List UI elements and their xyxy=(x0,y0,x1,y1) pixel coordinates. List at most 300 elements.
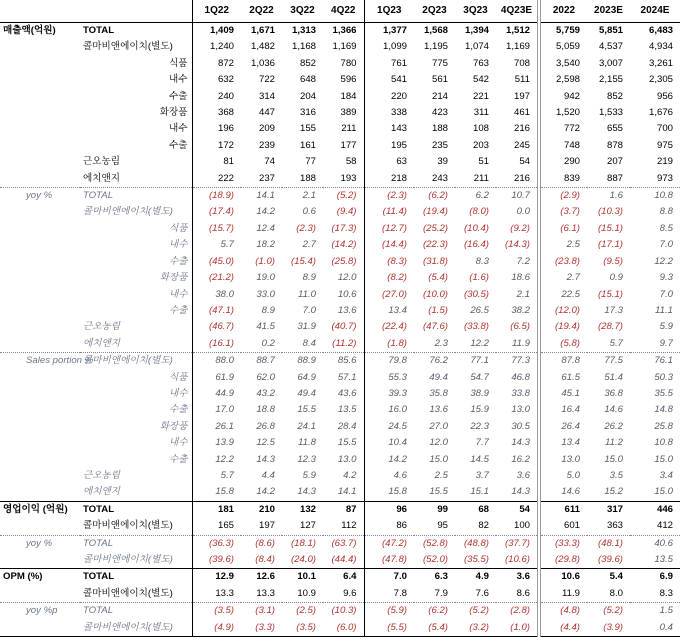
value-cell: (3.5) xyxy=(192,603,241,620)
section-label xyxy=(0,303,80,319)
value-cell: 12.2 xyxy=(192,452,241,468)
value-cell: 5,759 xyxy=(539,23,587,40)
value-cell: 19.0 xyxy=(256,272,275,284)
table-row xyxy=(0,552,680,569)
column-header: 4Q23E xyxy=(496,0,539,23)
value-cell: 1.5 xyxy=(630,603,680,620)
value-cell: (63.7) xyxy=(323,535,364,552)
value-cell: 39.3 xyxy=(364,386,414,402)
value-cell: (3.1) xyxy=(241,603,282,620)
value-cell: 8.3 xyxy=(659,587,673,599)
value-cell: (19.4) xyxy=(539,319,587,335)
value-cell: 2.7 xyxy=(539,270,587,286)
value-cell: 13.6 xyxy=(337,304,357,316)
value-cell: (52.0) xyxy=(422,554,448,565)
value-cell: 0.2 xyxy=(261,337,275,349)
value-cell: 3,540 xyxy=(539,56,587,72)
value-cell: (22.4) xyxy=(364,319,414,335)
value-cell: 775 xyxy=(431,57,448,69)
value-cell: (48.8) xyxy=(455,535,496,552)
value-cell: 155 xyxy=(299,123,316,135)
value-cell: (15.1) xyxy=(597,222,623,234)
row-label: 수출 xyxy=(168,139,188,151)
value-cell: (16.4) xyxy=(463,239,489,251)
value-cell: (29.8) xyxy=(539,552,587,569)
value-cell: (24.0) xyxy=(290,554,316,565)
table-row xyxy=(0,419,680,435)
value-cell: 195 xyxy=(364,138,414,154)
value-cell: (33.3) xyxy=(539,535,587,552)
value-cell: 6.3 xyxy=(414,569,455,586)
value-cell: (5.2) xyxy=(587,603,630,620)
row-label: 콜마비앤에이치(별도) xyxy=(83,520,173,532)
value-cell: 45.1 xyxy=(539,386,587,402)
value-cell: 207 xyxy=(606,156,623,168)
value-cell: (28.7) xyxy=(597,321,623,333)
value-cell: 25.8 xyxy=(654,420,673,432)
value-cell: 942 xyxy=(539,89,587,105)
table-row xyxy=(0,353,680,370)
header-blank xyxy=(80,0,192,23)
value-cell: (15.4) xyxy=(290,255,316,267)
value-cell: 3,261 xyxy=(648,57,673,69)
column-header: 4Q22 xyxy=(323,0,364,23)
value-cell: 1,676 xyxy=(648,107,673,119)
value-cell: 11.2 xyxy=(605,437,623,449)
value-cell: 3.6 xyxy=(496,569,539,586)
value-cell: 77.3 xyxy=(496,353,539,370)
value-cell: 748 xyxy=(539,138,587,154)
value-cell: (12.0) xyxy=(539,303,587,319)
table-row xyxy=(0,204,680,220)
row-label: 콜마비앤에이치(별도) xyxy=(83,554,173,565)
value-cell: (47.2) xyxy=(364,535,414,552)
value-cell: 197 xyxy=(258,520,275,532)
value-cell: 239 xyxy=(258,139,275,151)
value-cell: 12.9 xyxy=(192,569,241,586)
value-cell: 27.0 xyxy=(429,420,448,432)
value-cell: 389 xyxy=(340,107,357,119)
value-cell: 203 xyxy=(472,139,489,151)
value-cell: 1,671 xyxy=(241,23,282,40)
value-cell: 13.4 xyxy=(364,303,414,319)
value-cell: (5.8) xyxy=(539,336,587,353)
column-header: 2024E xyxy=(630,0,680,23)
value-cell: 88.7 xyxy=(241,353,282,370)
value-cell: 61.5 xyxy=(539,370,587,386)
value-cell: 1,366 xyxy=(323,23,364,40)
value-cell: 235 xyxy=(431,139,448,151)
value-cell: 62.0 xyxy=(256,371,275,383)
value-cell: 7.9 xyxy=(434,587,448,599)
value-cell: 15.5 xyxy=(429,486,448,498)
section-label xyxy=(0,105,80,121)
value-cell: 0.6 xyxy=(302,206,316,218)
value-cell: 5.0 xyxy=(539,468,587,484)
value-cell: 12.5 xyxy=(256,437,275,449)
value-cell: (10.0) xyxy=(422,288,448,300)
section-label xyxy=(0,484,80,501)
section-label xyxy=(0,254,80,270)
value-cell: 33.8 xyxy=(511,387,530,399)
value-cell: 31.9 xyxy=(297,321,316,333)
value-cell: 58 xyxy=(345,156,357,168)
value-cell: 632 xyxy=(192,72,241,88)
section-label xyxy=(0,370,80,386)
table-row xyxy=(0,171,680,188)
value-cell: 68 xyxy=(455,501,496,518)
table-row xyxy=(0,586,680,603)
value-cell: (25.8) xyxy=(331,255,357,267)
value-cell: 222 xyxy=(192,171,241,188)
value-cell: 12.6 xyxy=(241,569,282,586)
table-row xyxy=(0,56,680,72)
value-cell: 3.7 xyxy=(475,469,489,481)
value-cell: 237 xyxy=(258,172,275,184)
value-cell: 243 xyxy=(431,172,448,184)
table-row xyxy=(0,501,680,518)
value-cell: 1,482 xyxy=(250,41,275,53)
value-cell: 4.6 xyxy=(364,468,414,484)
value-cell: 7.7 xyxy=(475,437,489,449)
row-label: 근오농림 xyxy=(83,321,121,333)
value-cell: 39 xyxy=(437,156,448,168)
value-cell: 316 xyxy=(299,107,316,119)
section-label xyxy=(0,204,80,220)
value-cell: 9.6 xyxy=(343,587,357,599)
section-label: yoy % xyxy=(0,188,80,205)
section-label xyxy=(0,319,80,335)
value-cell: 15.5 xyxy=(337,437,357,449)
value-cell: (10.6) xyxy=(504,554,530,565)
value-cell: 15.5 xyxy=(297,404,316,416)
value-cell: (15.1) xyxy=(597,288,623,300)
value-cell: 13.3 xyxy=(192,586,241,603)
value-cell: 1,313 xyxy=(282,23,323,40)
value-cell: (17.3) xyxy=(331,222,357,234)
value-cell: 14.1 xyxy=(241,188,282,205)
section-label xyxy=(0,518,80,535)
section-label: yoy %p xyxy=(0,603,80,620)
value-cell: 2.1 xyxy=(516,288,530,300)
value-cell: 13.0 xyxy=(337,453,357,465)
value-cell: 2,155 xyxy=(598,74,623,86)
column-header: 1Q22 xyxy=(192,0,241,23)
value-cell: 36.8 xyxy=(604,387,623,399)
value-cell: (18.9) xyxy=(192,188,241,205)
table-row xyxy=(0,237,680,253)
value-cell: 5.7 xyxy=(192,468,241,484)
value-cell: (5.4) xyxy=(428,272,448,284)
value-cell: 26.1 xyxy=(192,419,241,435)
value-cell: 221 xyxy=(472,90,489,102)
value-cell: 12.3 xyxy=(297,453,316,465)
value-cell: 7.8 xyxy=(364,586,414,603)
value-cell: 18.2 xyxy=(256,239,275,251)
value-cell: 4.2 xyxy=(343,469,357,481)
value-cell: 35.5 xyxy=(654,387,673,399)
value-cell: (1.0) xyxy=(496,620,539,637)
value-cell: 18.6 xyxy=(511,272,530,284)
row-label: 근오농림 xyxy=(83,469,121,481)
value-cell: (9.4) xyxy=(336,206,357,218)
value-cell: (17.1) xyxy=(597,239,623,251)
value-cell: 6.9 xyxy=(630,569,680,586)
value-cell: 839 xyxy=(539,171,587,188)
value-cell: 85.6 xyxy=(323,353,364,370)
table-row xyxy=(0,402,680,418)
value-cell: 172 xyxy=(192,138,241,154)
value-cell: 22.5 xyxy=(539,287,587,303)
value-cell: 722 xyxy=(258,74,275,86)
value-cell: 317 xyxy=(587,501,630,518)
value-cell: 51 xyxy=(478,156,489,168)
value-cell: 2,305 xyxy=(648,74,673,86)
value-cell: (25.2) xyxy=(422,222,448,234)
value-cell: (48.1) xyxy=(587,535,630,552)
value-cell: 763 xyxy=(472,57,489,69)
value-cell: 12.2 xyxy=(654,255,673,267)
value-cell: 26.5 xyxy=(470,304,489,316)
section-label xyxy=(0,386,80,402)
value-cell: (30.5) xyxy=(463,288,489,300)
value-cell: 461 xyxy=(513,107,530,119)
value-cell: 57.1 xyxy=(337,371,357,383)
table-row xyxy=(0,319,680,335)
value-cell: (21.2) xyxy=(192,270,241,286)
section-label xyxy=(0,56,80,72)
value-cell: 22.3 xyxy=(470,420,489,432)
value-cell: 211 xyxy=(473,172,489,184)
value-cell: 368 xyxy=(192,105,241,121)
column-header: 3Q23 xyxy=(455,0,496,23)
value-cell: (14.4) xyxy=(364,237,414,253)
value-cell: 5.9 xyxy=(659,321,673,333)
table-row xyxy=(0,270,680,286)
value-cell: 77 xyxy=(305,156,316,168)
row-label: 수출 xyxy=(168,255,188,267)
value-cell: 15.0 xyxy=(654,453,673,465)
value-cell: 11.9 xyxy=(512,337,530,349)
value-cell: 211 xyxy=(341,123,357,135)
value-cell: 1,169 xyxy=(332,41,357,53)
value-cell: 5.7 xyxy=(609,337,623,349)
value-cell: 132 xyxy=(282,501,323,518)
value-cell: 88.0 xyxy=(192,353,241,370)
header-blank xyxy=(0,0,80,23)
value-cell: 76.1 xyxy=(630,353,680,370)
value-cell: 872 xyxy=(192,56,241,72)
value-cell: 204 xyxy=(299,90,316,102)
value-cell: (27.0) xyxy=(364,287,414,303)
column-header: 1Q23 xyxy=(364,0,414,23)
value-cell: (8.0) xyxy=(469,206,489,218)
table-row xyxy=(0,287,680,303)
value-cell: 108 xyxy=(472,123,489,135)
value-cell: 18.8 xyxy=(256,404,275,416)
value-cell: 88.9 xyxy=(282,353,323,370)
table-row xyxy=(0,221,680,237)
table-row xyxy=(0,23,680,40)
section-label xyxy=(0,154,80,170)
value-cell: 15.9 xyxy=(470,404,489,416)
value-cell: 10.4 xyxy=(364,435,414,451)
value-cell: 290 xyxy=(539,154,587,170)
row-label: TOTAL xyxy=(80,569,192,586)
value-cell: 14.2 xyxy=(256,486,275,498)
row-label: TOTAL xyxy=(80,501,192,518)
value-cell: 96 xyxy=(364,501,414,518)
value-cell: (39.6) xyxy=(192,552,241,569)
value-cell: (14.3) xyxy=(504,239,530,251)
value-cell: 14.2 xyxy=(364,452,414,468)
value-cell: 9.7 xyxy=(659,337,673,349)
value-cell: (17.4) xyxy=(192,204,241,220)
value-cell: 49.4 xyxy=(429,371,448,383)
value-cell: (1.6) xyxy=(469,272,489,284)
value-cell: 14.3 xyxy=(511,437,530,449)
value-cell: (6.1) xyxy=(539,221,587,237)
value-cell: 338 xyxy=(364,105,414,121)
value-cell: 412 xyxy=(656,520,673,532)
value-cell: 8.8 xyxy=(659,206,673,218)
value-cell: 196 xyxy=(192,121,241,137)
value-cell: 15.8 xyxy=(192,484,241,501)
value-cell: 314 xyxy=(258,90,275,102)
value-cell: 43.6 xyxy=(337,387,357,399)
value-cell: 975 xyxy=(656,139,673,151)
value-cell: (22.3) xyxy=(422,239,448,251)
value-cell: (11.4) xyxy=(364,204,414,220)
value-cell: 165 xyxy=(192,518,241,535)
value-cell: 887 xyxy=(606,172,623,184)
section-label: yoy % xyxy=(0,535,80,552)
value-cell: 363 xyxy=(606,520,623,532)
value-cell: 28.4 xyxy=(337,420,357,432)
table-row xyxy=(0,72,680,88)
value-cell: (23.8) xyxy=(539,254,587,270)
value-cell: 95 xyxy=(437,520,448,532)
table-row xyxy=(0,39,680,55)
value-cell: 219 xyxy=(656,156,673,168)
value-cell: 188 xyxy=(299,172,316,184)
value-cell: 220 xyxy=(364,89,414,105)
value-cell: 601 xyxy=(539,518,587,535)
value-cell: 3.6 xyxy=(516,469,530,481)
value-cell: 79.8 xyxy=(364,353,414,370)
value-cell: (11.2) xyxy=(332,337,357,349)
section-label xyxy=(0,586,80,603)
value-cell: 13.9 xyxy=(192,435,241,451)
value-cell: 24.5 xyxy=(364,419,414,435)
table-row xyxy=(0,303,680,319)
value-cell: (5.5) xyxy=(364,620,414,637)
value-cell: 40.6 xyxy=(630,535,680,552)
row-label: 콜마비앤에이치(별도) xyxy=(80,353,192,370)
value-cell: (4.9) xyxy=(192,620,241,637)
section-label xyxy=(0,121,80,137)
section-label xyxy=(0,287,80,303)
row-label: 내수 xyxy=(168,437,188,449)
value-cell: 2.7 xyxy=(302,239,316,251)
value-cell: 12.4 xyxy=(256,222,275,234)
value-cell: 10.7 xyxy=(496,188,539,205)
value-cell: 15.8 xyxy=(364,484,414,501)
value-cell: 112 xyxy=(341,520,357,532)
value-cell: 13.5 xyxy=(337,404,357,416)
value-cell: 7.0 xyxy=(364,569,414,586)
row-label: 콜마비앤에이치(별도) xyxy=(83,587,173,599)
value-cell: 542 xyxy=(472,74,489,86)
column-header: 2023E xyxy=(587,0,630,23)
value-cell: 973 xyxy=(656,172,673,184)
section-label xyxy=(0,435,80,451)
table-row xyxy=(0,254,680,270)
value-cell: (5.2) xyxy=(455,603,496,620)
value-cell: (12.7) xyxy=(364,221,414,237)
value-cell: 99 xyxy=(414,501,455,518)
section-label xyxy=(0,468,80,484)
value-cell: (3.3) xyxy=(241,620,282,637)
value-cell: (4.8) xyxy=(539,603,587,620)
row-label: 식품 xyxy=(168,371,188,383)
value-cell: 12.0 xyxy=(337,272,357,284)
value-cell: 10.1 xyxy=(282,569,323,586)
value-cell: 15.0 xyxy=(604,453,623,465)
value-cell: (6.2) xyxy=(414,603,455,620)
value-cell: (47.6) xyxy=(422,321,448,333)
value-cell: (9.2) xyxy=(510,222,530,234)
value-cell: 648 xyxy=(299,74,316,86)
row-label: 수출 xyxy=(168,90,188,102)
value-cell: 10.6 xyxy=(337,288,357,300)
value-cell: 1,240 xyxy=(192,39,241,55)
value-cell: (33.8) xyxy=(463,321,489,333)
section-label xyxy=(0,39,80,55)
value-cell: (2.3) xyxy=(296,222,316,234)
value-cell: 5,059 xyxy=(539,39,587,55)
value-cell: 13.3 xyxy=(256,587,275,599)
value-cell: 13.4 xyxy=(539,435,587,451)
value-cell: 1,394 xyxy=(455,23,496,40)
value-cell: (45.0) xyxy=(192,254,241,270)
value-cell: (1.5) xyxy=(428,304,448,316)
table-row xyxy=(0,603,680,620)
value-cell: (2.9) xyxy=(539,188,587,205)
value-cell: 1,409 xyxy=(192,23,241,40)
value-cell: 16.2 xyxy=(511,453,530,465)
value-cell: 15.1 xyxy=(470,486,489,498)
value-cell: 5,851 xyxy=(587,23,630,40)
table-row xyxy=(0,484,680,501)
value-cell: 14.3 xyxy=(297,486,316,498)
table-row xyxy=(0,138,680,154)
value-cell: 708 xyxy=(513,57,530,69)
value-cell: 2.3 xyxy=(434,337,448,349)
row-label: 화장품 xyxy=(159,272,188,284)
value-cell: 38.2 xyxy=(511,304,530,316)
section-label: Sales portion % xyxy=(0,353,80,370)
value-cell: 13.0 xyxy=(511,404,530,416)
value-cell: 446 xyxy=(630,501,680,518)
value-cell: (2.5) xyxy=(282,603,323,620)
value-cell: 14.5 xyxy=(470,453,489,465)
table-row xyxy=(0,535,680,552)
value-cell: 11.0 xyxy=(298,288,316,300)
value-cell: 218 xyxy=(364,171,414,188)
row-label: 콜마비앤에이치(별도) xyxy=(83,206,173,218)
value-cell: 81 xyxy=(192,154,241,170)
